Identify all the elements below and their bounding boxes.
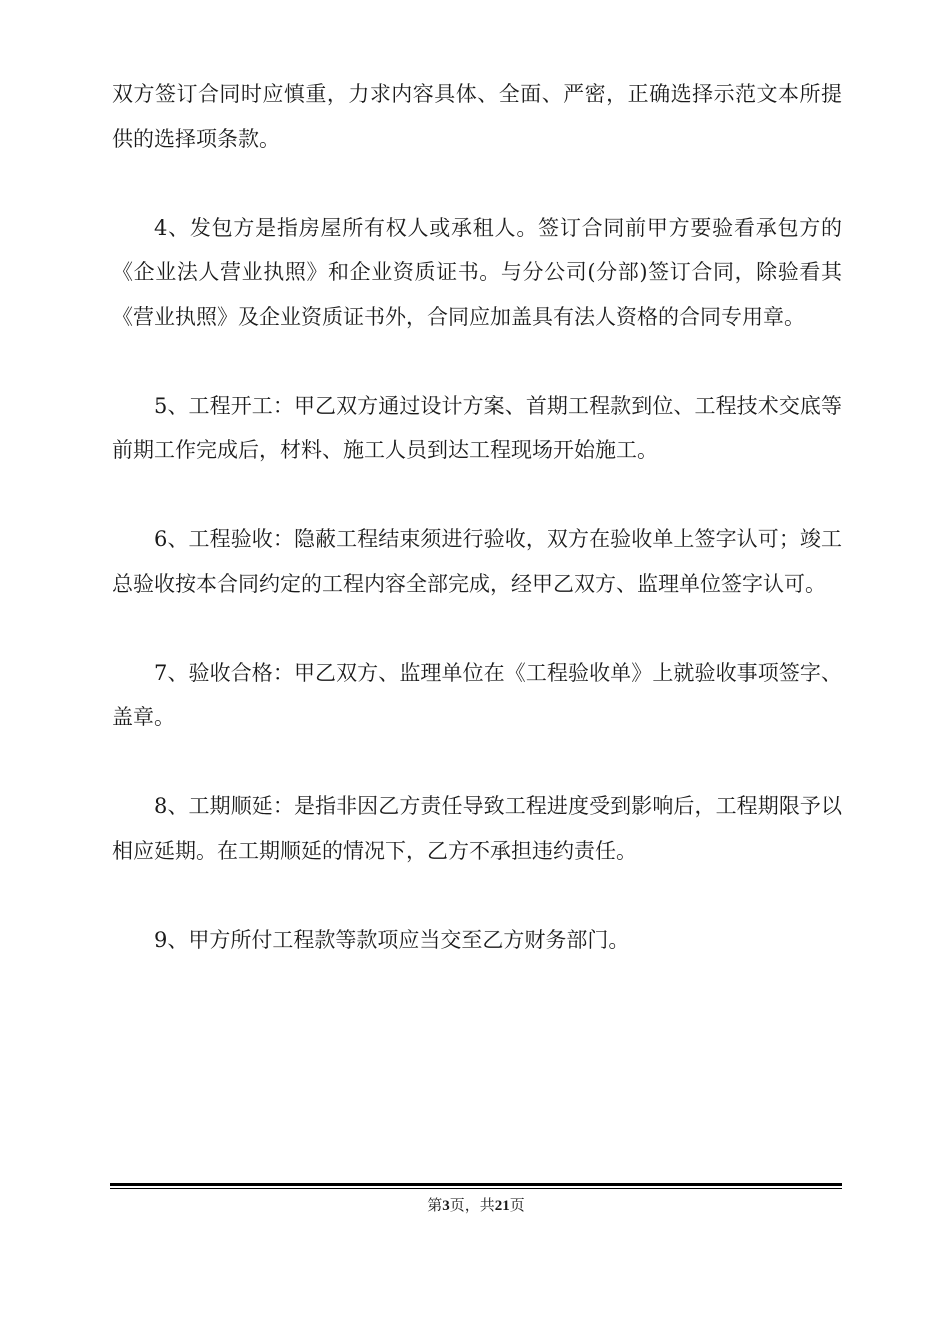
footer-divider-thin	[110, 1188, 842, 1189]
document-body	[112, 72, 842, 1007]
page-number-prefix: 第	[427, 1198, 443, 1214]
page-number-middle: 页，共	[449, 1198, 495, 1214]
paragraph-clause-6: 6、工程验收：隐蔽工程结束须进行验收，双方在验收单上签字认可；竣工总验收按本合同约定的工程内容全部完成，经甲乙双方、监理单位签字认可。	[112, 527, 842, 596]
footer-divider-thick	[110, 1183, 842, 1186]
paragraph-clause-9: 9、甲方所付工程款等款项应当交至乙方财务部门。	[154, 927, 630, 952]
paragraph-clause-4: 4、发包方是指房屋所有权人或承租人。签订合同前甲方要验看承包方的《企业法人营业执照》和企业资质证书。与分公司(分部)签订合同，除验看其《营业执照》及企业资质证书外，合同应加盖具有法人资格的合同专用章。	[112, 215, 842, 329]
page-number-total: 21	[494, 1198, 510, 1214]
page-number-current: 3	[442, 1198, 450, 1214]
page-number-suffix: 页	[509, 1198, 525, 1214]
paragraph-continuation: 双方签订合同时应慎重，力求内容具体、全面、严密，正确选择示范文本所提供的选择项条款。	[112, 82, 842, 151]
page-number	[110, 1195, 842, 1217]
paragraph-clause-7: 7、验收合格：甲乙双方、监理单位在《工程验收单》上就验收事项签字、盖章。	[112, 660, 842, 729]
page-footer	[110, 1183, 842, 1217]
paragraph-clause-8: 8、工期顺延：是指非因乙方责任导致工程进度受到影响后，工程期限予以相应延期。在工期顺延的情况下，乙方不承担违约责任。	[112, 794, 842, 863]
paragraph-clause-5: 5、工程开工：甲乙双方通过设计方案、首期工程款到位、工程技术交底等前期工作完成后，材料、施工人员到达工程现场开始施工。	[112, 393, 842, 462]
